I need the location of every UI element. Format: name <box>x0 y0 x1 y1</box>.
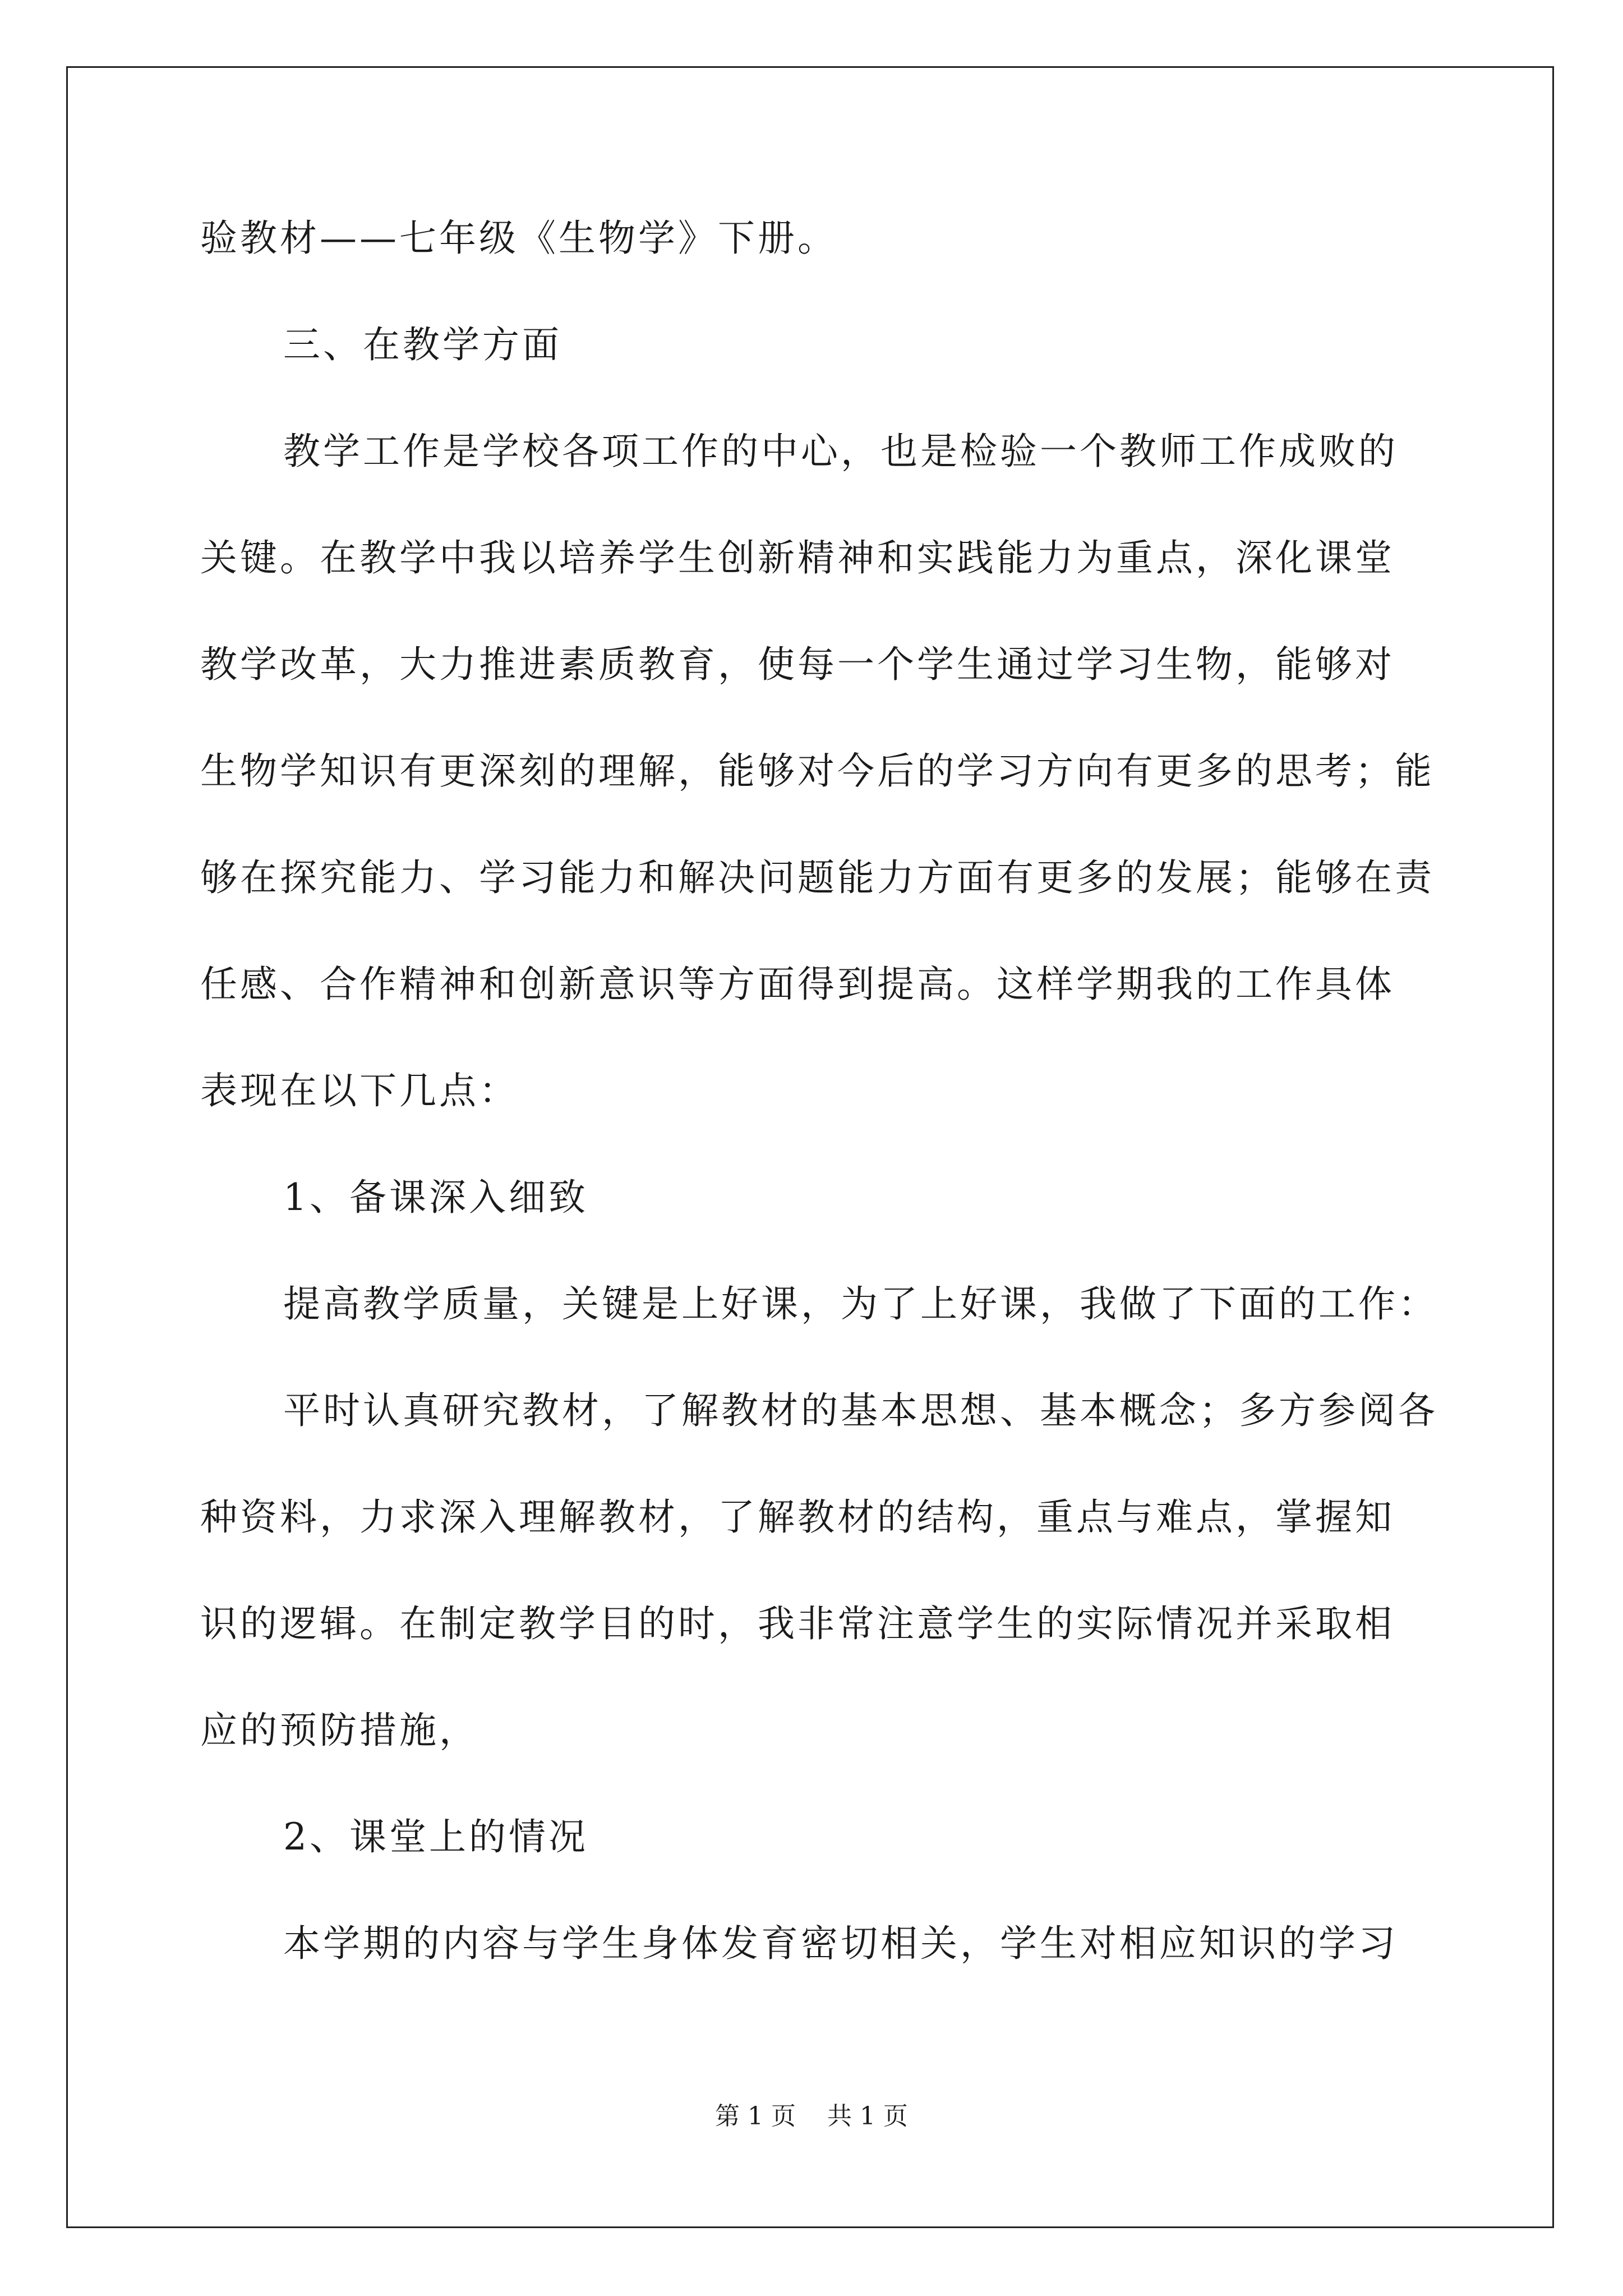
text-line: 提高教学质量，关键是上好课，为了上好课，我做了下面的工作： <box>283 1282 1438 1326</box>
subsection-heading: 2、课堂上的情况 <box>283 1815 588 1858</box>
text-line: 应的预防措施， <box>200 1709 479 1752</box>
text-line: 够在探究能力、学习能力和解决问题能力方面有更多的发展；能够在责 <box>200 856 1435 899</box>
document-body <box>200 216 1437 2028</box>
text-line: 生物学知识有更深刻的理解，能够对今后的学习方向有更多的思考；能 <box>200 749 1435 793</box>
section-heading: 三、在教学方面 <box>283 323 562 366</box>
page-number-footer: 第 1 页 共 1 页 <box>715 2102 908 2131</box>
text-line: 本学期的内容与学生身体发育密切相关，学生对相应知识的学习 <box>283 1922 1398 1965</box>
text-line: 验教材——七年级《生物学》下册。 <box>200 217 837 260</box>
text-line: 平时认真研究教材，了解教材的基本思想、基本概念；多方参阅各 <box>283 1389 1438 1432</box>
text-line: 教学工作是学校各项工作的中心，也是检验一个教师工作成败的 <box>283 430 1398 473</box>
text-line: 任感、合作精神和创新意识等方面得到提高。这样学期我的工作具体 <box>200 963 1395 1006</box>
text-line: 关键。在教学中我以培养学生创新精神和实践能力为重点，深化课堂 <box>200 536 1395 579</box>
text-line: 表现在以下几点： <box>200 1069 519 1112</box>
text-line: 识的逻辑。在制定教学目的时，我非常注意学生的实际情况并采取相 <box>200 1602 1395 1645</box>
subsection-heading: 1、备课深入细致 <box>283 1176 588 1219</box>
text-line: 教学改革，大力推进素质教育，使每一个学生通过学习生物，能够对 <box>200 643 1395 686</box>
text-line: 种资料，力求深入理解教材，了解教材的结构，重点与难点，掌握知 <box>200 1496 1395 1539</box>
